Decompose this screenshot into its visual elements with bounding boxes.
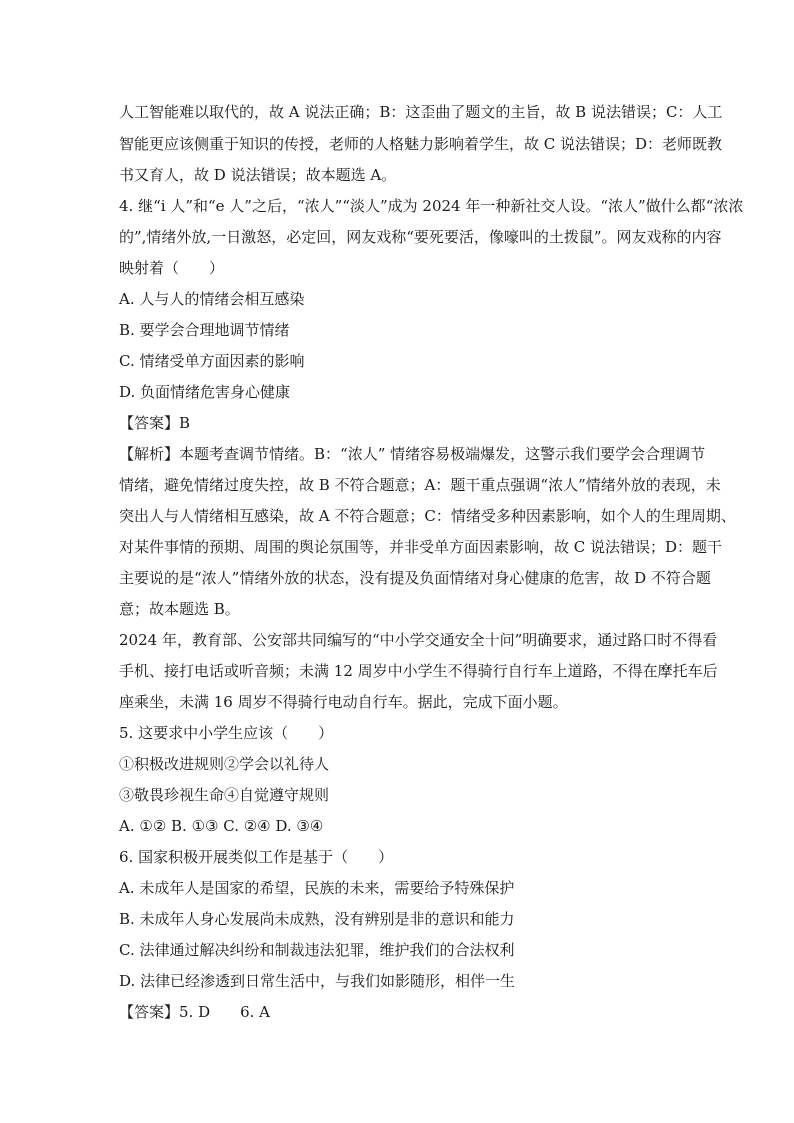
question-4-stem: 映射着（ ） [119,259,225,277]
question-5-statements: ③敬畏珍视生命④自觉遵守规则 [119,786,330,804]
material-text: 座乘坐，未满 16 周岁不得骑行电动自行车。据此，完成下面小题。 [119,693,568,711]
analysis-text: 意；故本题选 B。 [119,600,240,618]
question-5-statements: ①积极改进规则②学会以礼待人 [119,755,330,773]
option-c: C. 法律通过解决纠纷和制裁违法犯罪，维护我们的合法权利 [119,941,515,959]
analysis-text: 对某件事情的预期、周围的舆论氛围等，并非受单方面因素影响，故 C 说法错误；D：题干 [119,538,723,556]
option-a: A. 人与人的情绪会相互感染 [119,290,305,308]
text-line: 书又育人，故 D 说法错误；故本题选 A。 [119,166,397,184]
option-d: D. 负面情绪危害身心健康 [119,383,291,401]
option-d: D. 法律已经渗透到日常生活中，与我们如影随形，相伴一生 [119,972,516,990]
question-6-stem: 6. 国家积极开展类似工作是基于（ ） [119,848,394,866]
analysis-text: 突出人与人情绪相互感染，故 A 不符合题意；C：情绪受多种因素影响，如个人的生理周期、 [119,507,736,525]
question-4-stem: 4. 继“i 人”和“e 人”之后，“浓人”“淡人”成为 2024 年一种新社交人设。“浓人”做什么都“浓浓 [119,197,744,215]
answer-label: 【答案】B [119,414,191,432]
option-c: C. 情绪受单方面因素的影响 [119,352,305,370]
question-5-stem: 5. 这要求中小学生应该（ ） [119,724,334,742]
option-b: B. 未成年人身心发展尚未成熟，没有辨别是非的意识和能力 [119,910,515,928]
material-text: 2024 年，教育部、公安部共同编写的“中小学交通安全十问”明确要求，通过路口时不得看 [119,631,718,649]
analysis-text: 主要说的是“浓人”情绪外放的状态，没有提及负面情绪对身心健康的危害，故 D 不符合题 [119,569,711,587]
option-b: B. 要学会合理地调节情绪 [119,321,290,339]
question-4-stem: 的”,情绪外放,一日激怒，必定回，网友戏称“要死要活，像嚎叫的土拨鼠”。网友戏称的内容 [119,228,722,246]
analysis-text: 情绪，避免情绪过度失控，故 B 不符合题意；A：题干重点强调“浓人”情绪外放的表现，未 [119,476,721,494]
text-line: 智能更应该侧重于知识的传授，老师的人格魅力影响着学生，故 C 说法错误；D：老师既教 [119,135,723,153]
analysis-text: 【解析】本题考查调节情绪。B：“浓人” 情绪容易极端爆发，这警示我们要学会合理调节 [119,445,706,463]
option-a: A. 未成年人是国家的希望，民族的未来，需要给予特殊保护 [119,879,515,897]
material-text: 手机、接打电话或听音频；未满 12 周岁中小学生不得骑行自行车上道路，不得在摩托车后 [119,662,718,680]
text-line: 人工智能难以取代的，故 A 说法正确；B：这歪曲了题文的主旨，故 B 说法错误；C：人工 [119,103,723,121]
question-5-options: A. ①② B. ①③ C. ②④ D. ③④ [119,817,324,835]
answer-label: 【答案】5. D 6. A [119,1003,271,1021]
